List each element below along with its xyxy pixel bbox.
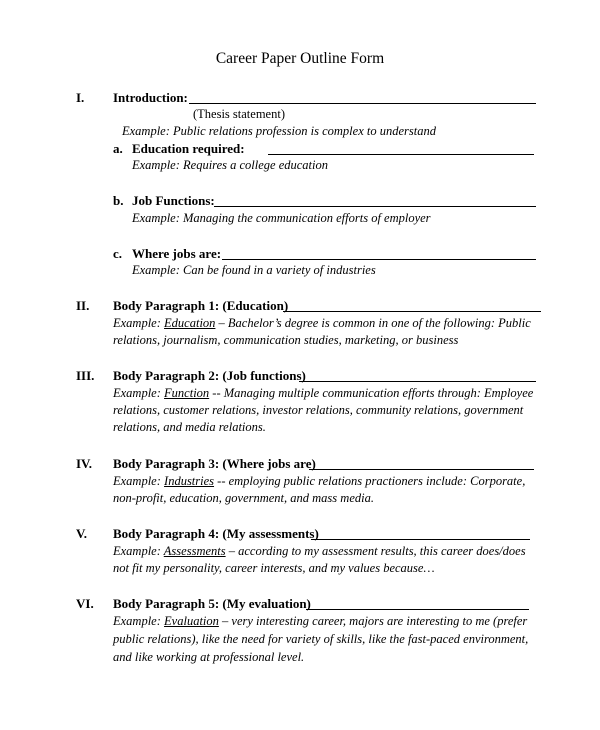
example-continuation: relations, journalism, communication studies, marketing, or business [113, 333, 459, 347]
example-text: Example: Requires a college education [132, 158, 328, 172]
example-line: Example: Evaluation – very interesting career, majors are interesting to me (prefer [113, 614, 528, 628]
item-letter: a. [113, 141, 123, 156]
section-heading: Body Paragraph 5: (My evaluation) [113, 596, 311, 611]
example-keyword: Industries [164, 474, 215, 488]
example-keyword: Function [164, 386, 210, 400]
example-keyword: Evaluation [164, 614, 219, 628]
fill-in-line [214, 206, 536, 207]
section-numeral: VI. [76, 596, 94, 611]
item-label: Where jobs are: [132, 246, 222, 261]
fill-in-line [311, 539, 530, 540]
example-line: Example: Function -- Managing multiple communication efforts through: Employee [113, 386, 534, 400]
fill-in-line [189, 103, 536, 104]
fill-in-line [306, 609, 529, 610]
fill-in-line [268, 154, 534, 155]
fill-in-line [299, 381, 536, 382]
section-numeral: III. [76, 368, 95, 383]
section-heading: Introduction: [113, 90, 188, 105]
fill-in-line [283, 311, 541, 312]
example-continuation: and like working at professional level. [113, 650, 305, 664]
section-numeral: V. [76, 526, 87, 541]
example-continuation: not fit my personality, career interests, and my values because… [113, 561, 435, 575]
example-text: Example: Can be found in a variety of industries [132, 263, 376, 277]
example-continuation: public relations), like the need for variety of skills, like the fast-paced environment, [113, 632, 529, 646]
example-line: Example: Assessments – according to my assessment results, this career does/does [113, 544, 526, 558]
item-letter: c. [113, 246, 123, 261]
example-text: Example: Public relations profession is complex to understand [122, 124, 436, 138]
item-letter: b. [113, 193, 124, 208]
example-keyword: Assessments [163, 544, 226, 558]
example-continuation: relations, customer relations, investor relations, community relations, government [113, 403, 524, 417]
example-continuation: relations, and media relations. [113, 420, 266, 434]
fill-in-line [309, 469, 534, 470]
example-continuation: non-profit, education, government, and mass media. [113, 491, 374, 505]
thesis-hint: (Thesis statement) [193, 107, 285, 121]
fill-in-line [222, 259, 536, 260]
section-heading: Body Paragraph 4: (My assessments) [113, 526, 319, 541]
section-heading: Body Paragraph 2: (Job functions) [113, 368, 306, 383]
example-line: Example: Industries -- employing public relations practioners include: Corporate, [113, 474, 526, 488]
section-heading: Body Paragraph 1: (Education) [113, 298, 289, 313]
section-numeral: II. [76, 298, 90, 313]
item-label: Job Functions: [132, 193, 215, 208]
section-numeral: IV. [76, 456, 93, 471]
item-label: Education required: [132, 141, 245, 156]
example-keyword: Education [164, 316, 216, 330]
section-numeral: I. [76, 90, 85, 105]
example-text: Example: Managing the communication efforts of employer [132, 211, 431, 225]
section-heading: Body Paragraph 3: (Where jobs are) [113, 456, 316, 471]
page-title: Career Paper Outline Form [215, 50, 385, 67]
example-line: Example: Education – Bachelor’s degree is common in one of the following: Public [113, 316, 531, 330]
